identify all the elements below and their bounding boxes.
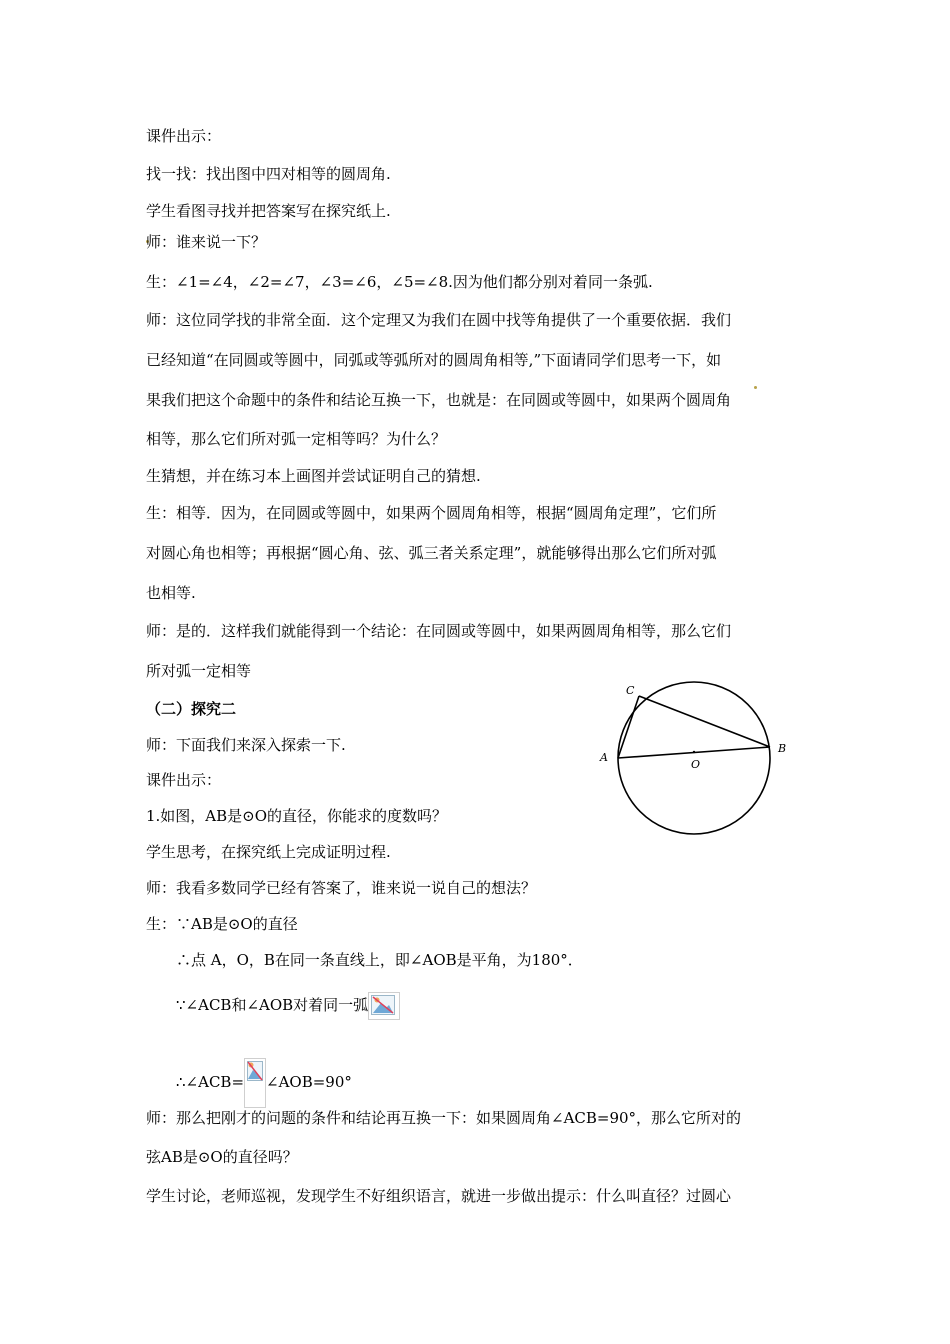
paragraph: 课件出示：	[146, 771, 222, 789]
proof-text: ∠AOB=90°	[266, 1073, 352, 1091]
center-point	[693, 751, 695, 753]
paragraph: 生：相等．因为，在同圆或等圆中，如果两个圆周角相等，根据“圆周角定理”，它们所	[146, 504, 717, 522]
paragraph: 弦AB是⊙O的直径吗？	[146, 1148, 298, 1166]
stray-mark	[754, 386, 757, 389]
paragraph: 学生看图寻找并把答案写在探究纸上.	[146, 202, 391, 220]
section-heading: （二）探究二	[146, 700, 237, 718]
paragraph: 师：谁来说一下？	[146, 233, 267, 251]
proof-text: ∵∠ACB和∠AOB对着同一弧	[176, 996, 369, 1014]
paragraph: 课件出示：	[146, 127, 222, 145]
broken-image-icon	[368, 992, 400, 1020]
paragraph: 师：是的．这样我们就能得到一个结论：在同圆或等圆中，如果两圆周角相等，那么它们	[146, 622, 732, 640]
paragraph: 相等，那么它们所对弧一定相等吗？为什么？	[146, 430, 447, 448]
paragraph: 果我们把这个命题中的条件和结论互换一下，也就是：在同圆或等圆中，如果两个圆周角	[146, 391, 732, 409]
paragraph: 对圆心角也相等；再根据“圆心角、弦、弧三者关系定理”，就能够得出那么它们所对弧	[146, 544, 717, 562]
circle-diagram	[596, 680, 792, 836]
proof-line: ∴点 A，O，B在同一条直线上，即∠AOB是平角，为180°．	[176, 951, 583, 969]
paragraph: 已经知道“在同圆或等圆中，同弧或等弧所对的圆周角相等,”下面请同学们思考一下，如	[146, 351, 722, 369]
paragraph: 也相等.	[146, 584, 196, 602]
paragraph: 找一找：找出图中四对相等的圆周角.	[146, 165, 391, 183]
chord-cb	[639, 696, 770, 747]
paragraph: 师：我看多数同学已经有答案了，谁来说一说自己的想法？	[146, 879, 537, 897]
proof-line	[176, 992, 400, 1020]
label-c: C	[626, 684, 635, 697]
chord-ac	[618, 696, 639, 758]
paragraph: 生：∵AB是⊙O的直径	[146, 915, 298, 933]
paragraph: 师：那么把刚才的问题的条件和结论再互换一下：如果圆周角∠ACB=90°，那么它所对的	[146, 1109, 742, 1127]
broken-image-icon	[244, 1058, 266, 1108]
paragraph: 生：∠1=∠4，∠2=∠7，∠3=∠6，∠5=∠8.因为他们都分别对着同一条弧.	[146, 273, 653, 291]
proof-text: ∴∠ACB=	[176, 1073, 245, 1091]
label-a: A	[600, 751, 608, 764]
paragraph: 1.如图，AB是⊙O的直径，你能求的度数吗？	[146, 807, 448, 825]
paragraph: 师：这位同学找的非常全面．这个定理又为我们在圆中找等角提供了一个重要依据．我们	[146, 311, 732, 329]
label-o: O	[691, 758, 701, 771]
paragraph: 学生讨论，老师巡视，发现学生不好组织语言，就进一步做出提示：什么叫直径？过圆心	[146, 1187, 732, 1205]
proof-line	[176, 1058, 352, 1108]
paragraph: 师：下面我们来深入探索一下.	[146, 736, 346, 754]
paragraph: 生猜想，并在练习本上画图并尝试证明自己的猜想.	[146, 467, 481, 485]
label-b: B	[778, 742, 787, 755]
paragraph: 所对弧一定相等	[146, 662, 252, 680]
paragraph: 学生思考，在探究纸上完成证明过程.	[146, 843, 391, 861]
